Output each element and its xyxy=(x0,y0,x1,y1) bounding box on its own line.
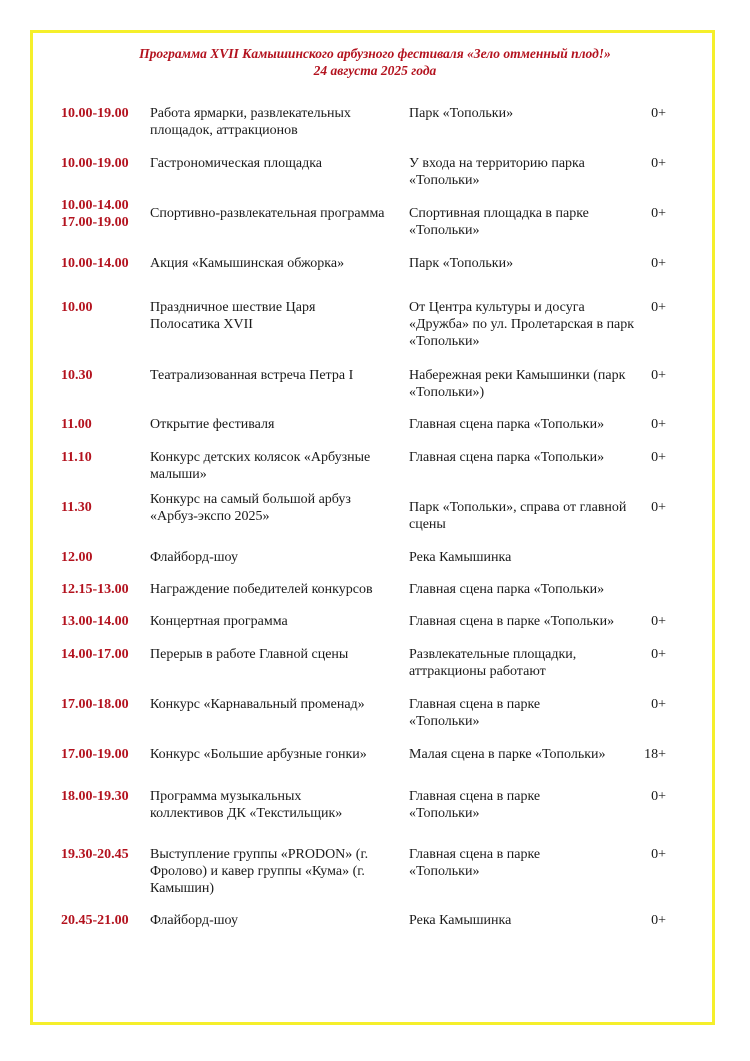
row-place: Главная сцена в парке «Топольки» xyxy=(409,847,541,879)
row-time: 18.00-19.30 xyxy=(61,789,129,804)
row-time: 12.00 xyxy=(61,550,93,565)
row-age-rating: 0+ xyxy=(651,500,666,515)
row-place: Главная сцена в парке «Топольки» xyxy=(409,789,541,821)
row-event: Работа ярмарки, развлекательных площадок, аттракционов xyxy=(150,106,351,138)
row-time: 11.00 xyxy=(61,417,92,432)
row-age-rating: 0+ xyxy=(651,697,666,712)
row-time: 19.30-20.45 xyxy=(61,847,129,862)
row-event: Награждение победителей конкурсов xyxy=(150,582,373,597)
row-time: 20.45-21.00 xyxy=(61,913,129,928)
row-event: Праздничное шествие Царя Полосатика XVII xyxy=(150,300,316,332)
row-time: 10.30 xyxy=(61,368,93,383)
row-place: Малая сцена в парке «Топольки» xyxy=(409,747,606,762)
row-age-rating: 0+ xyxy=(651,256,666,271)
row-age-rating: 0+ xyxy=(651,647,666,662)
row-time: 10.00 xyxy=(61,300,93,315)
row-age-rating: 0+ xyxy=(651,450,666,465)
row-place: Набережная реки Камышинки (парк «Топольки») xyxy=(409,368,626,400)
row-age-rating: 0+ xyxy=(651,156,666,171)
row-age-rating: 0+ xyxy=(651,300,666,315)
row-event: Флайборд-шоу xyxy=(150,913,239,928)
row-time: 17.00-19.00 xyxy=(61,747,129,762)
row-place: Главная сцена в парке «Топольки» xyxy=(409,614,615,629)
row-time: 10.00-14.00 17.00-19.00 xyxy=(61,198,129,230)
row-place: У входа на территорию парка «Топольки» xyxy=(409,156,585,188)
row-place: Спортивная площадка в парке «Топольки» xyxy=(409,206,589,238)
row-age-rating: 0+ xyxy=(651,913,666,928)
row-place: Река Камышинка xyxy=(409,913,512,928)
row-event: Выступление группы «PRODON» (г. Фролово) и кавер группы «Кума» (г. Камышин) xyxy=(150,847,369,896)
row-event: Театрализованная встреча Петра I xyxy=(150,368,354,383)
row-age-rating: 0+ xyxy=(651,847,666,862)
row-event: Конкурс детских колясок «Арбузные малыши» xyxy=(150,450,371,482)
row-event: Флайборд-шоу xyxy=(150,550,239,565)
row-time: 11.30 xyxy=(61,500,92,515)
title-line-1: Программа XVII Камышинского арбузного фестиваля «Зело отменный плод!» xyxy=(139,46,611,61)
row-event: Конкурс «Большие арбузные гонки» xyxy=(150,747,367,762)
row-event: Концертная программа xyxy=(150,614,288,629)
row-age-rating: 0+ xyxy=(651,789,666,804)
row-age-rating: 0+ xyxy=(651,368,666,383)
row-place: Развлекательные площадки, аттракционы работают xyxy=(409,647,577,679)
row-time: 13.00-14.00 xyxy=(61,614,129,629)
row-event: Конкурс на самый большой арбуз «Арбуз-экспо 2025» xyxy=(150,492,351,524)
row-event: Программа музыкальных коллективов ДК «Текстильщик» xyxy=(150,789,343,821)
row-place: От Центра культуры и досуга «Дружба» по ул. Пролетарская в парк «Топольки» xyxy=(409,300,635,349)
row-place: Парк «Топольки», справа от главной сцены xyxy=(409,500,627,532)
row-time: 12.15-13.00 xyxy=(61,582,129,597)
row-time: 10.00-19.00 xyxy=(61,156,129,171)
row-time: 10.00-14.00 xyxy=(61,256,129,271)
row-time: 14.00-17.00 xyxy=(61,647,129,662)
row-age-rating: 18+ xyxy=(644,747,666,762)
row-time: 10.00-19.00 xyxy=(61,106,129,121)
row-place: Парк «Топольки» xyxy=(409,106,514,121)
row-place: Главная сцена в парке «Топольки» xyxy=(409,697,541,729)
row-age-rating: 0+ xyxy=(651,417,666,432)
row-event: Конкурс «Карнавальный променад» xyxy=(150,697,365,712)
row-event: Акция «Камышинская обжорка» xyxy=(150,256,345,271)
row-event: Перерыв в работе Главной сцены xyxy=(150,647,349,662)
row-age-rating: 0+ xyxy=(651,614,666,629)
row-place: Река Камышинка xyxy=(409,550,512,565)
row-event: Открытие фестиваля xyxy=(150,417,275,432)
row-place: Главная сцена парка «Топольки» xyxy=(409,417,605,432)
document-title xyxy=(0,45,750,79)
row-place: Парк «Топольки» xyxy=(409,256,514,271)
row-age-rating: 0+ xyxy=(651,106,666,121)
title-line-2: 24 августа 2025 года xyxy=(313,63,437,78)
row-age-rating: 0+ xyxy=(651,206,666,221)
row-place: Главная сцена парка «Топольки» xyxy=(409,582,605,597)
row-place: Главная сцена парка «Топольки» xyxy=(409,450,605,465)
row-event: Гастрономическая площадка xyxy=(150,156,322,171)
row-event: Спортивно-развлекательная программа xyxy=(150,206,385,221)
row-time: 11.10 xyxy=(61,450,92,465)
row-time: 17.00-18.00 xyxy=(61,697,129,712)
